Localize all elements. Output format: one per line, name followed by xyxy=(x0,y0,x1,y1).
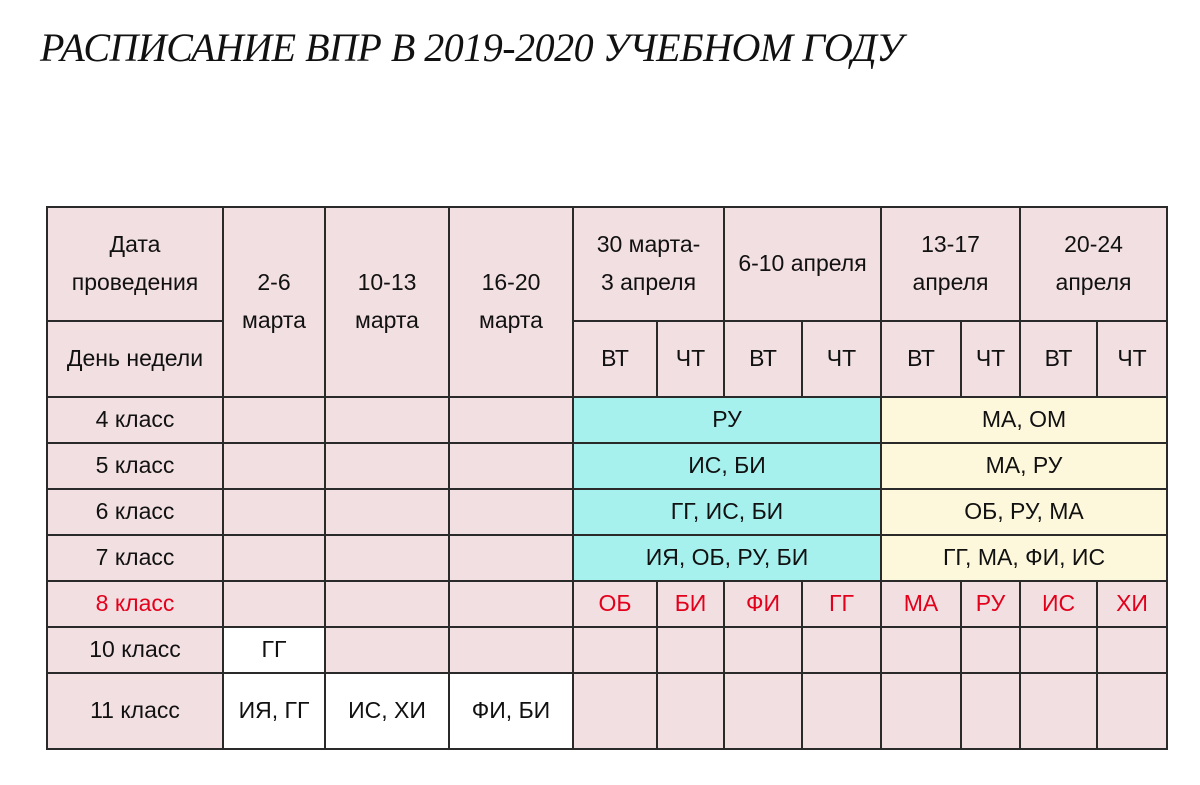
grade-10-row xyxy=(47,627,1167,673)
grade-label-cell: 6 класс xyxy=(47,489,223,535)
subjects-cell: ИЯ, ОБ, РУ, БИ xyxy=(573,535,881,581)
subjects-cell: ИС, БИ xyxy=(573,443,881,489)
subject-cell: МА xyxy=(881,581,961,627)
empty-cell xyxy=(223,535,325,581)
schedule-table xyxy=(46,206,1168,750)
week-header-cell: 2-6 марта xyxy=(223,207,325,397)
subject-cell: РУ xyxy=(961,581,1020,627)
empty-cell xyxy=(657,627,724,673)
empty-cell xyxy=(223,581,325,627)
empty-cell xyxy=(573,627,657,673)
date-header-cell: Дата проведения xyxy=(47,207,223,321)
grade-label-cell: 7 класс xyxy=(47,535,223,581)
empty-cell xyxy=(881,627,961,673)
weekday-cell: ВТ xyxy=(724,321,802,397)
empty-cell xyxy=(1097,673,1167,749)
empty-cell xyxy=(961,673,1020,749)
grade-label-cell: 10 класс xyxy=(47,627,223,673)
week-header-cell: 30 марта- 3 апреля xyxy=(573,207,724,321)
subject-cell: ИЯ, ГГ xyxy=(223,673,325,749)
empty-cell xyxy=(802,627,881,673)
subject-cell: ФИ, БИ xyxy=(449,673,573,749)
empty-cell xyxy=(325,627,449,673)
empty-cell xyxy=(449,397,573,443)
weekday-cell: ВТ xyxy=(573,321,657,397)
subjects-cell: МА, РУ xyxy=(881,443,1167,489)
empty-cell xyxy=(1020,673,1097,749)
subjects-cell: ГГ, МА, ФИ, ИС xyxy=(881,535,1167,581)
subjects-cell: ГГ, ИС, БИ xyxy=(573,489,881,535)
empty-cell xyxy=(325,397,449,443)
empty-cell xyxy=(449,535,573,581)
grade-label-cell: 8 класс xyxy=(47,581,223,627)
empty-cell xyxy=(573,673,657,749)
empty-cell xyxy=(325,489,449,535)
empty-cell xyxy=(449,627,573,673)
weekday-label-cell: День недели xyxy=(47,321,223,397)
subject-cell: БИ xyxy=(657,581,724,627)
subject-cell: ФИ xyxy=(724,581,802,627)
subject-cell: ГГ xyxy=(802,581,881,627)
week-header-cell: 13-17 апреля xyxy=(881,207,1020,321)
empty-cell xyxy=(724,673,802,749)
empty-cell xyxy=(223,397,325,443)
grade-4-row xyxy=(47,397,1167,443)
empty-cell xyxy=(449,443,573,489)
subjects-cell: МА, ОМ xyxy=(881,397,1167,443)
subject-cell: ОБ xyxy=(573,581,657,627)
page-title: РАСПИСАНИЕ ВПР В 2019-2020 УЧЕБНОМ ГОДУ xyxy=(40,25,903,70)
subjects-cell: РУ xyxy=(573,397,881,443)
grade-label-cell: 11 класс xyxy=(47,673,223,749)
subject-cell: ИС xyxy=(1020,581,1097,627)
grade-6-row xyxy=(47,489,1167,535)
empty-cell xyxy=(325,535,449,581)
week-header-cell: 6-10 апреля xyxy=(724,207,881,321)
week-header-cell: 20-24 апреля xyxy=(1020,207,1167,321)
empty-cell xyxy=(449,489,573,535)
empty-cell xyxy=(449,581,573,627)
subjects-cell: ОБ, РУ, МА xyxy=(881,489,1167,535)
grade-5-row xyxy=(47,443,1167,489)
header-row xyxy=(47,207,1167,321)
empty-cell xyxy=(657,673,724,749)
weekday-cell: ЧТ xyxy=(657,321,724,397)
grade-8-row xyxy=(47,581,1167,627)
subject-cell: ГГ xyxy=(223,627,325,673)
grade-11-row xyxy=(47,673,1167,749)
empty-cell xyxy=(223,489,325,535)
grade-7-row xyxy=(47,535,1167,581)
weekday-cell: ЧТ xyxy=(1097,321,1167,397)
week-header-cell: 16-20 марта xyxy=(449,207,573,397)
empty-cell xyxy=(1020,627,1097,673)
weekday-cell: ВТ xyxy=(881,321,961,397)
weekday-cell: ЧТ xyxy=(802,321,881,397)
empty-cell xyxy=(724,627,802,673)
empty-cell xyxy=(325,443,449,489)
grade-label-cell: 4 класс xyxy=(47,397,223,443)
empty-cell xyxy=(961,627,1020,673)
empty-cell xyxy=(881,673,961,749)
subject-cell: ХИ xyxy=(1097,581,1167,627)
weekday-cell: ЧТ xyxy=(961,321,1020,397)
empty-cell xyxy=(223,443,325,489)
empty-cell xyxy=(802,673,881,749)
empty-cell xyxy=(325,581,449,627)
grade-label-cell: 5 класс xyxy=(47,443,223,489)
empty-cell xyxy=(1097,627,1167,673)
weekday-cell: ВТ xyxy=(1020,321,1097,397)
week-header-cell: 10-13 марта xyxy=(325,207,449,397)
weekday-row xyxy=(47,321,1167,397)
subject-cell: ИС, ХИ xyxy=(325,673,449,749)
